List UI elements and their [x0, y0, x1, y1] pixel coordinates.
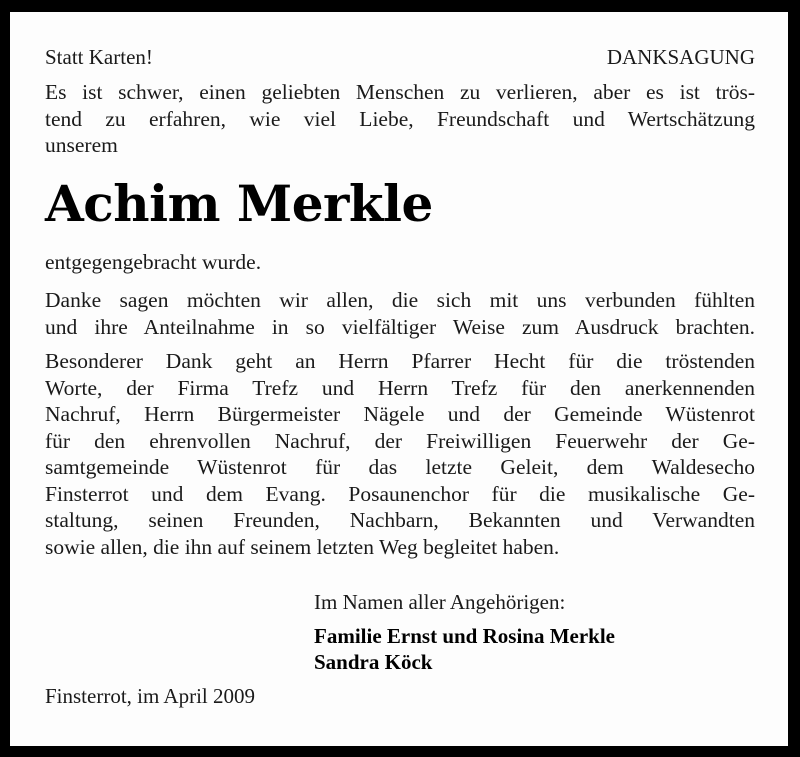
special-thanks-line: Besonderer Dank geht an Herrn Pfarrer Hecht für die tröstenden	[45, 349, 755, 373]
special-thanks-line: staltung, seinen Freunden, Nachbarn, Bekannten und Verwandten	[45, 508, 755, 532]
special-thanks-paragraph	[45, 348, 755, 560]
after-name-text: entgegengebracht wurde.	[45, 250, 262, 274]
intro-paragraph	[45, 79, 755, 159]
thanks-paragraph	[45, 287, 755, 340]
signature-intro: Im Namen aller Angehörigen:	[314, 590, 566, 614]
signatory-family: Familie Ernst und Rosina Merkle	[314, 624, 616, 648]
header-statt-karten: Statt Karten!	[45, 45, 153, 69]
special-thanks-line: Nachruf, Herrn Bürgermeister Nägele und der Gemeinde Wüstenrot	[45, 402, 755, 426]
header-danksagung: DANKSAGUNG	[606, 45, 755, 69]
special-thanks-line: Finsterrot und dem Evang. Posaunenchor für die musikalische Ge-	[45, 481, 755, 506]
special-thanks-line: Worte, der Firma Trefz und Herrn Trefz für den anerkennenden	[45, 375, 755, 400]
special-thanks-line: sowie allen, die ihn auf seinem letzten Weg begleitet haben.	[45, 534, 560, 559]
special-thanks-line: samtgemeinde Wüstenrot für das letzte Geleit, dem Waldesecho	[45, 455, 755, 479]
deceased-name: Achim Merkle	[45, 174, 433, 233]
special-thanks-line: für den ehrenvollen Nachruf, der Freiwilligen Feuerwehr der Ge-	[45, 428, 755, 453]
thanks-line: Danke sagen möchten wir allen, die sich mit uns verbunden fühlten	[45, 288, 755, 312]
signatory-person: Sandra Köck	[314, 650, 433, 674]
header-row	[45, 45, 755, 71]
intro-line: unserem	[45, 133, 118, 157]
intro-line: tend zu erfahren, wie viel Liebe, Freundschaft und Wertschätzung	[45, 106, 755, 131]
thanks-line: und ihre Anteilnahme in so vielfältiger Weise zum Ausdruck brachten.	[45, 314, 755, 339]
intro-line: Es ist schwer, einen geliebten Menschen zu verlieren, aber es ist trös-	[45, 80, 755, 104]
notice-frame	[10, 12, 788, 746]
place-date: Finsterrot, im April 2009	[45, 684, 255, 708]
